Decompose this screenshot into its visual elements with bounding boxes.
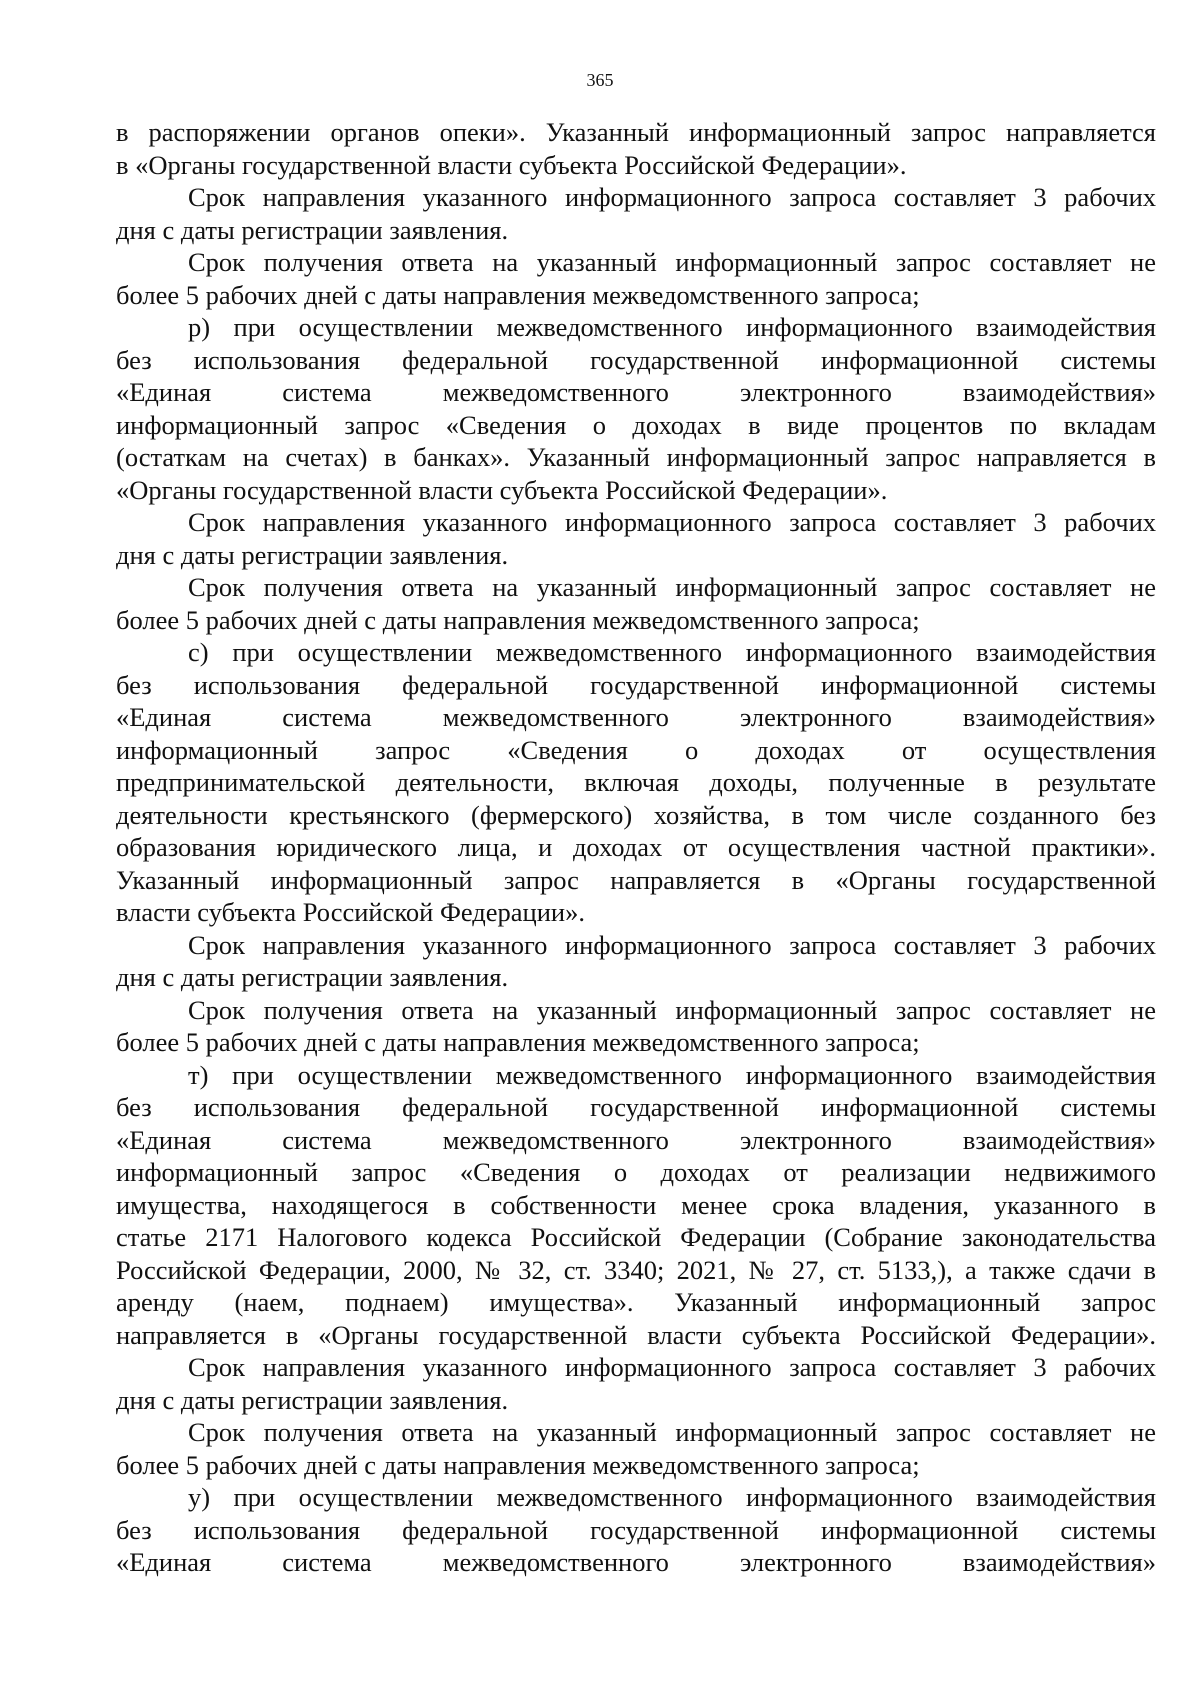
text-line: в «Органы государственной власти субъекта Российской Федерации». (116, 149, 907, 180)
text-line: (остаткам на счетах) в банках». Указанный информационный запрос направляется в (116, 442, 1156, 472)
text-line: Срок направления указанного информационного запроса составляет 3 рабочих (188, 182, 1156, 212)
text-line: без использования федеральной государственной информационной системы (116, 669, 1156, 700)
text-line: в распоряжении органов опеки». Указанный информационный запрос направляется (116, 117, 1156, 147)
text-line: «Единая система межведомственного электронного взаимодействия» (116, 702, 1156, 732)
text-line: дня с даты регистрации заявления. (116, 962, 509, 992)
text-line: у) при осуществлении межведомственного информационного взаимодействия (188, 1482, 1156, 1512)
text-line: без использования федеральной государственной информационной системы (116, 1092, 1156, 1122)
text-line: Указанный информационный запрос направляется в «Органы государственной (116, 864, 1156, 895)
text-line: Срок направления указанного информационного запроса составляет 3 рабочих (188, 929, 1156, 960)
text-line: Срок получения ответа на указанный информационный запрос составляет не (188, 994, 1156, 1025)
text-line: без использования федеральной государственной информационной системы (116, 344, 1156, 375)
text-line: информационный запрос «Сведения о доходах от осуществления (116, 734, 1156, 765)
text-line: «Органы государственной власти субъекта Российской Федерации». (116, 474, 888, 505)
text-line: Российской Федерации, 2000, № 32, ст. 3340; 2021, № 27, ст. 5133,), а также сдачи в (116, 1254, 1156, 1285)
text-line: информационный запрос «Сведения о доходах в виде процентов по вкладам (116, 409, 1156, 440)
text-line: деятельности крестьянского (фермерского) хозяйства, в том числе созданного без (116, 799, 1156, 830)
text-line: «Единая система межведомственного электронного взаимодействия» (116, 1124, 1156, 1155)
text-line: дня с даты регистрации заявления. (116, 539, 509, 570)
text-line: направляется в «Органы государственной власти субъекта Российской Федерации». (116, 1319, 1156, 1350)
document-body (116, 116, 1156, 1579)
text-line: «Единая система межведомственного электронного взаимодействия» (116, 377, 1156, 407)
text-line: более 5 рабочих дней с даты направления межведомственного запроса; (116, 1027, 920, 1057)
text-line: Срок направления указанного информационного запроса составляет 3 рабочих (188, 1352, 1156, 1382)
text-line: более 5 рабочих дней с даты направления межведомственного запроса; (116, 1449, 920, 1480)
text-line: более 5 рабочих дней с даты направления межведомственного запроса; (116, 279, 920, 310)
text-line: Срок получения ответа на указанный информационный запрос составляет не (188, 572, 1156, 602)
text-line: имущества, находящегося в собственности менее срока владения, указанного в (116, 1189, 1156, 1220)
text-line: предпринимательской деятельности, включая доходы, полученные в результате (116, 767, 1156, 797)
text-line: более 5 рабочих дней с даты направления межведомственного запроса; (116, 604, 920, 635)
text-line: дня с даты регистрации заявления. (116, 1384, 509, 1415)
text-line: «Единая система межведомственного электронного взаимодействия» (116, 1547, 1156, 1577)
text-line: статье 2171 Налогового кодекса Российской Федерации (Собрание законодательства (116, 1222, 1156, 1252)
text-line: информационный запрос «Сведения о доходах от реализации недвижимого (116, 1157, 1156, 1187)
text-line: р) при осуществлении межведомственного информационного взаимодействия (188, 312, 1156, 342)
text-line: дня с даты регистрации заявления. (116, 214, 509, 245)
text-line: аренду (наем, поднаем) имущества». Указанный информационный запрос (116, 1287, 1156, 1317)
text-line: Срок получения ответа на указанный информационный запрос составляет не (188, 1417, 1156, 1447)
text-line: Срок направления указанного информационного запроса составляет 3 рабочих (188, 507, 1156, 537)
text-line: без использования федеральной государственной информационной системы (116, 1514, 1156, 1545)
text-line: с) при осуществлении межведомственного информационного взаимодействия (188, 637, 1156, 667)
text-line: власти субъекта Российской Федерации». (116, 897, 585, 927)
text-line: т) при осуществлении межведомственного информационного взаимодействия (188, 1059, 1156, 1090)
text-line: Срок получения ответа на указанный информационный запрос составляет не (188, 247, 1156, 277)
page-number: 365 (586, 70, 614, 90)
text-line: образования юридического лица, и доходах от осуществления частной практики». (116, 832, 1156, 862)
